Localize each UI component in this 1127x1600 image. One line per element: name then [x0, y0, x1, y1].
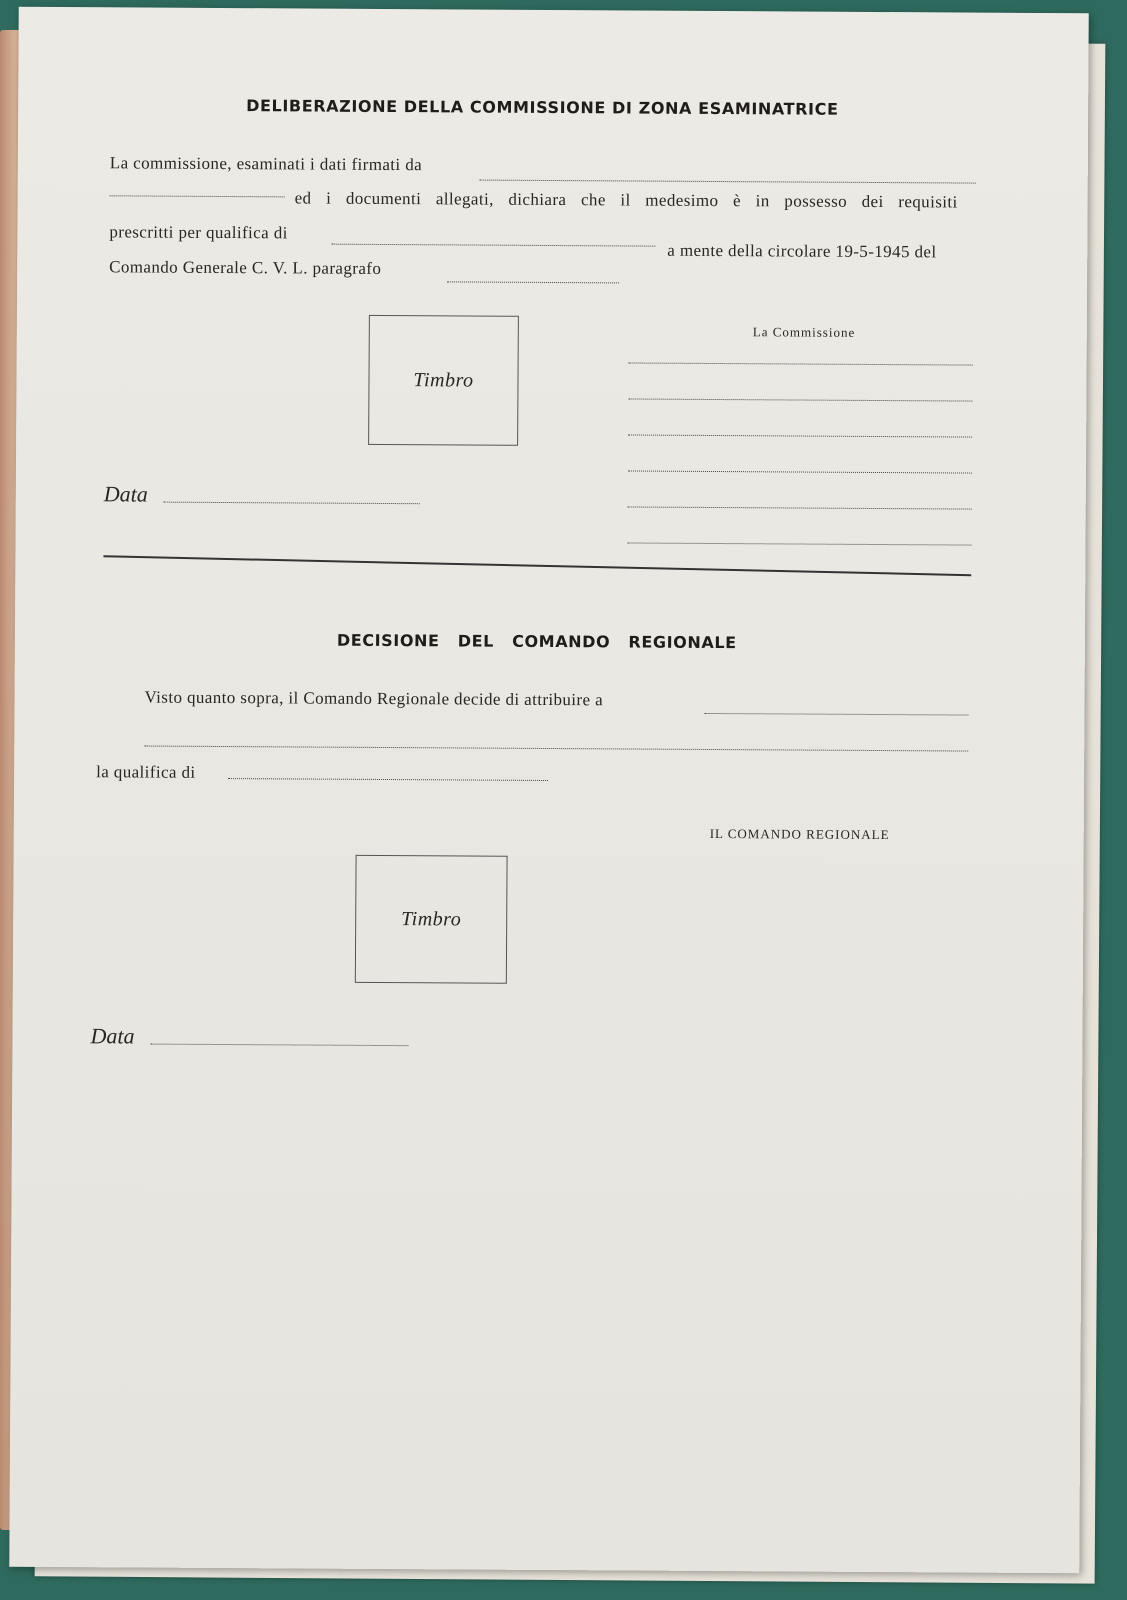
form-page [9, 7, 1089, 1574]
commission-signature-1[interactable] [629, 362, 973, 365]
date-field-commission[interactable] [164, 502, 420, 505]
section2-line1: Visto quanto sopra, il Comando Regionale decide di attribuire a [144, 687, 604, 710]
date-field-regional[interactable] [150, 1044, 408, 1047]
stamp-box-regional [355, 855, 508, 984]
recipient-field[interactable] [704, 713, 968, 716]
section1-line2: ed i documenti allegati, dichiara che il medesimo è in possesso dei requisiti [294, 188, 958, 212]
commission-signature-3[interactable] [628, 434, 972, 437]
section2-heading: DECISIONE DEL COMANDO REGIONALE [336, 630, 737, 653]
commission-label: La Commissione [752, 324, 856, 340]
commission-signature-2[interactable] [628, 398, 972, 401]
regional-command-label: IL COMANDO REGIONALE [709, 825, 890, 843]
commission-signature-6[interactable] [628, 542, 972, 545]
qualification-field[interactable] [331, 244, 655, 247]
date-label-commission: Data [103, 481, 148, 507]
stamp-label: Timbro [401, 907, 462, 930]
commission-signature-4[interactable] [628, 470, 972, 473]
section1-line3a: prescritti per qualifica di [109, 222, 288, 243]
section-divider [103, 555, 971, 576]
section1-heading: DELIBERAZIONE DELLA COMMISSIONE DI ZONA ESAMINATRICE [246, 96, 839, 119]
stamp-label: Timbro [413, 368, 474, 392]
date-label-regional: Data [90, 1023, 135, 1049]
section2-line3: la qualifica di [96, 762, 196, 782]
paragraph-field[interactable] [447, 281, 619, 283]
recipient-field-cont[interactable] [144, 746, 968, 752]
signer-name-field-cont[interactable] [110, 195, 285, 197]
section1-line3b: a mente della circolare 19-5-1945 del [667, 240, 937, 262]
stamp-box-commission [368, 315, 519, 446]
section1-line4: Comando Generale C. V. L. paragrafo [109, 257, 382, 278]
assigned-qualification-field[interactable] [228, 778, 548, 781]
commission-signature-5[interactable] [628, 506, 972, 509]
signer-name-field[interactable] [480, 180, 976, 184]
section1-line1: La commissione, esaminati i dati firmati da [109, 153, 423, 175]
